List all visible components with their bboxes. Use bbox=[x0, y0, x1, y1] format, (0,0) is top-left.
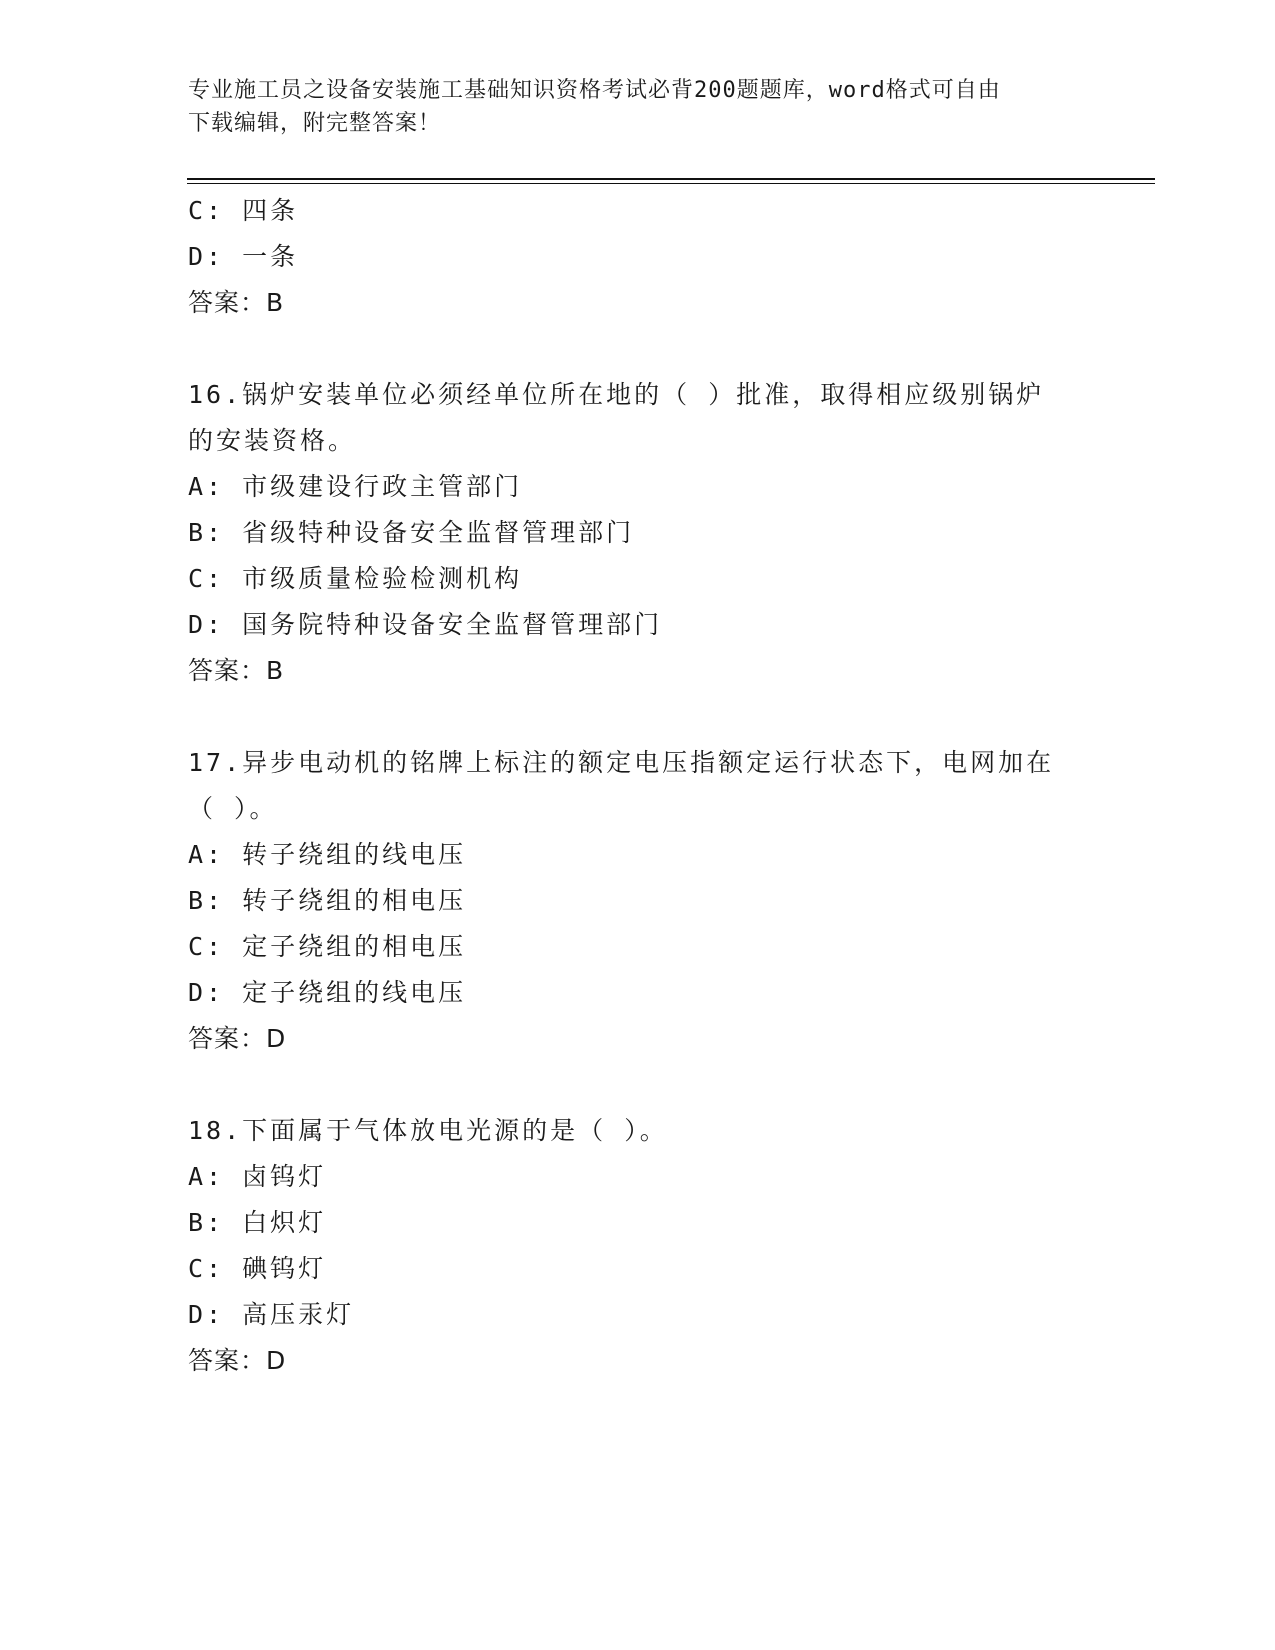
question-stem-line-2: （ ）。 bbox=[188, 794, 278, 823]
answer-line: 答案：B bbox=[188, 656, 285, 685]
answer-line: 答案：B bbox=[188, 288, 285, 317]
option-a: A: 市级建设行政主管部门 bbox=[188, 472, 523, 501]
option-d: D: 一条 bbox=[188, 242, 299, 271]
header-divider-thin bbox=[187, 183, 1155, 184]
spacer bbox=[188, 326, 1088, 372]
header-line-1: 专业施工员之设备安装施工基础知识资格考试必背200题题库，word格式可自由 bbox=[188, 78, 1001, 103]
document-body bbox=[188, 188, 1088, 1384]
question-stem-line-1: 16.锅炉安装单位必须经单位所在地的（ ）批准，取得相应级别锅炉 bbox=[188, 380, 1045, 409]
option-a: A: 卤钨灯 bbox=[188, 1162, 327, 1191]
option-d: D: 定子绕组的线电压 bbox=[188, 978, 467, 1007]
option-b: B: 省级特种设备安全监督管理部门 bbox=[188, 518, 635, 547]
option-a: A: 转子绕组的线电压 bbox=[188, 840, 467, 869]
option-d: D: 国务院特种设备安全监督管理部门 bbox=[188, 610, 663, 639]
option-b: B: 白炽灯 bbox=[188, 1208, 327, 1237]
option-c: C: 碘钨灯 bbox=[188, 1254, 327, 1283]
option-c: C: 定子绕组的相电压 bbox=[188, 932, 467, 961]
option-b: B: 转子绕组的相电压 bbox=[188, 886, 467, 915]
document-header bbox=[188, 74, 1068, 140]
option-c: C: 四条 bbox=[188, 196, 299, 225]
question-stem-line-1: 18.下面属于气体放电光源的是（ ）。 bbox=[188, 1116, 668, 1145]
question-18 bbox=[188, 1108, 1088, 1384]
question-17 bbox=[188, 740, 1088, 1062]
header-divider-thick bbox=[187, 178, 1155, 180]
answer-line: 答案：D bbox=[188, 1346, 287, 1375]
spacer bbox=[188, 1062, 1088, 1108]
option-c: C: 市级质量检验检测机构 bbox=[188, 564, 523, 593]
question-16 bbox=[188, 372, 1088, 694]
question-15-continuation bbox=[188, 188, 1088, 326]
question-stem-line-1: 17.异步电动机的铭牌上标注的额定电压指额定运行状态下，电网加在 bbox=[188, 748, 1055, 777]
spacer bbox=[188, 694, 1088, 740]
answer-line: 答案：D bbox=[188, 1024, 287, 1053]
option-d: D: 高压汞灯 bbox=[188, 1300, 355, 1329]
question-stem-line-2: 的安装资格。 bbox=[188, 426, 357, 455]
header-line-2: 下载编辑，附完整答案！ bbox=[188, 111, 442, 136]
